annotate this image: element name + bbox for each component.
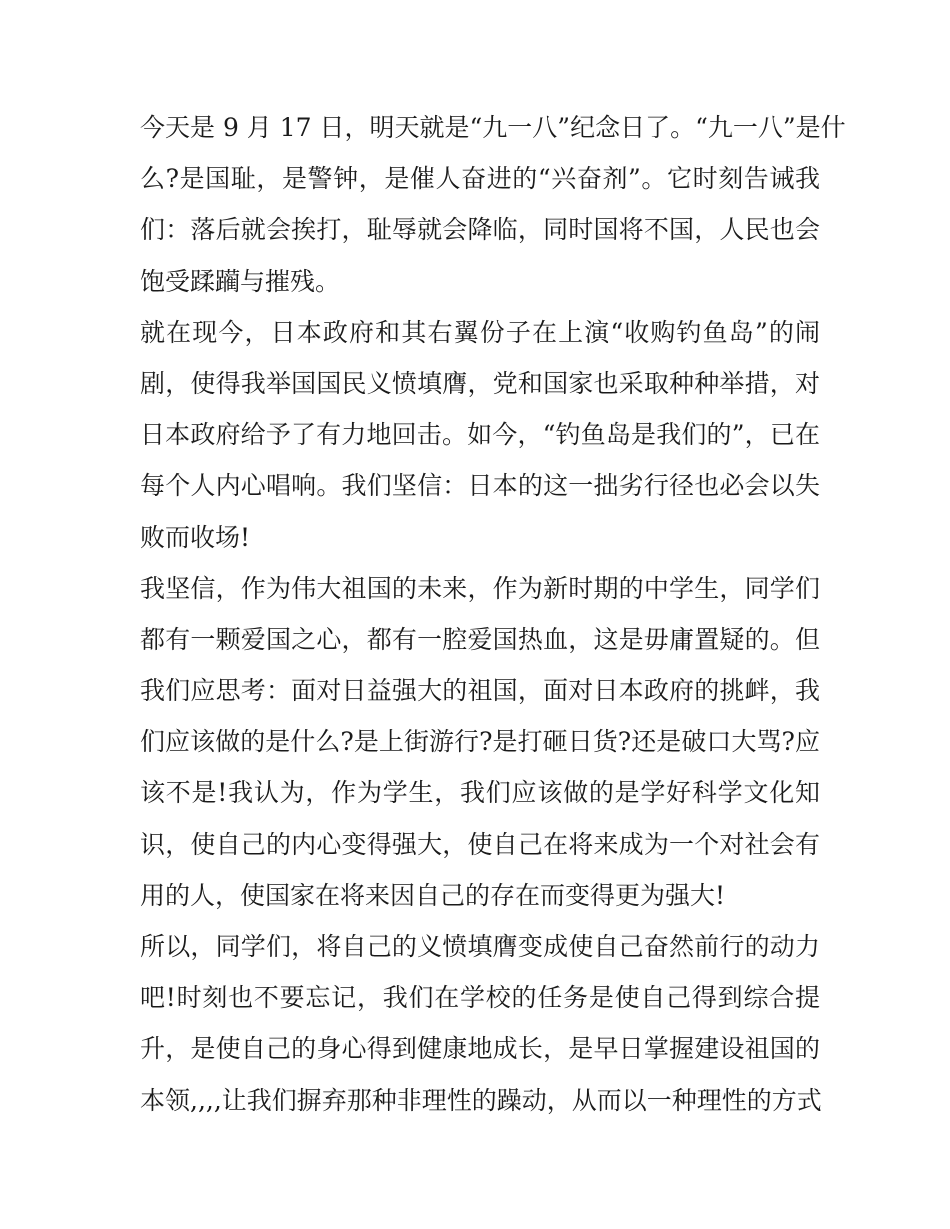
text-line: 败而收场!	[140, 522, 251, 552]
text-line: 饱受蹂躏与摧残。	[140, 266, 341, 296]
text-line: 今天是 9 月 17 日，明天就是“九一八”纪念日了。“九一八”是什	[140, 113, 846, 142]
text-line: 用的人，使国家在将来因自己的存在而变得更为强大!	[140, 880, 726, 910]
text-line: 我坚信，作为伟大祖国的未来，作为新时期的中学生，同学们	[140, 573, 820, 603]
text-line: 就在现今，日本政府和其右翼份子在上演“收购钓鱼岛”的闹	[140, 317, 820, 347]
paragraph-2	[140, 307, 820, 563]
text-line: 剧，使得我举国国民义愤填膺，党和国家也采取种种举措，对	[140, 368, 820, 398]
text-line: 们：落后就会挨打，耻辱就会降临，同时国将不国，人民也会	[140, 215, 820, 245]
text-line: 每个人内心唱响。我们坚信：日本的这一拙劣行径也必会以失	[140, 471, 820, 501]
paragraph-4	[140, 921, 820, 1126]
text-line: 本领,,,,让我们摒弃那种非理性的躁动，从而以一种理性的方式	[140, 1085, 822, 1115]
text-line: 该不是!我认为，作为学生，我们应该做的是学好科学文化知	[140, 778, 820, 808]
paragraph-3	[140, 563, 820, 921]
text-line: 日本政府给予了有力地回击。如今，“钓鱼岛是我们的”，已在	[140, 420, 820, 450]
text-line: 们应该做的是什么?是上街游行?是打砸日货?还是破口大骂?应	[140, 727, 820, 757]
text-line: 吧!时刻也不要忘记，我们在学校的任务是使自己得到综合提	[140, 983, 820, 1013]
paragraph-1	[140, 102, 846, 307]
document-body	[140, 102, 846, 1126]
text-line: 所以，同学们，将自己的义愤填膺变成使自己奋然前行的动力	[140, 932, 820, 961]
text-line: 么?是国耻，是警钟，是催人奋进的“兴奋剂”。它时刻告诫我	[140, 164, 820, 194]
text-line: 都有一颗爱国之心，都有一腔爱国热血，这是毋庸置疑的。但	[140, 624, 820, 654]
text-line: 升，是使自己的身心得到健康地成长，是早日掌握建设祖国的	[140, 1034, 820, 1064]
text-line: 我们应思考：面对日益强大的祖国，面对日本政府的挑衅，我	[140, 676, 820, 706]
text-line: 识，使自己的内心变得强大，使自己在将来成为一个对社会有	[140, 829, 820, 859]
